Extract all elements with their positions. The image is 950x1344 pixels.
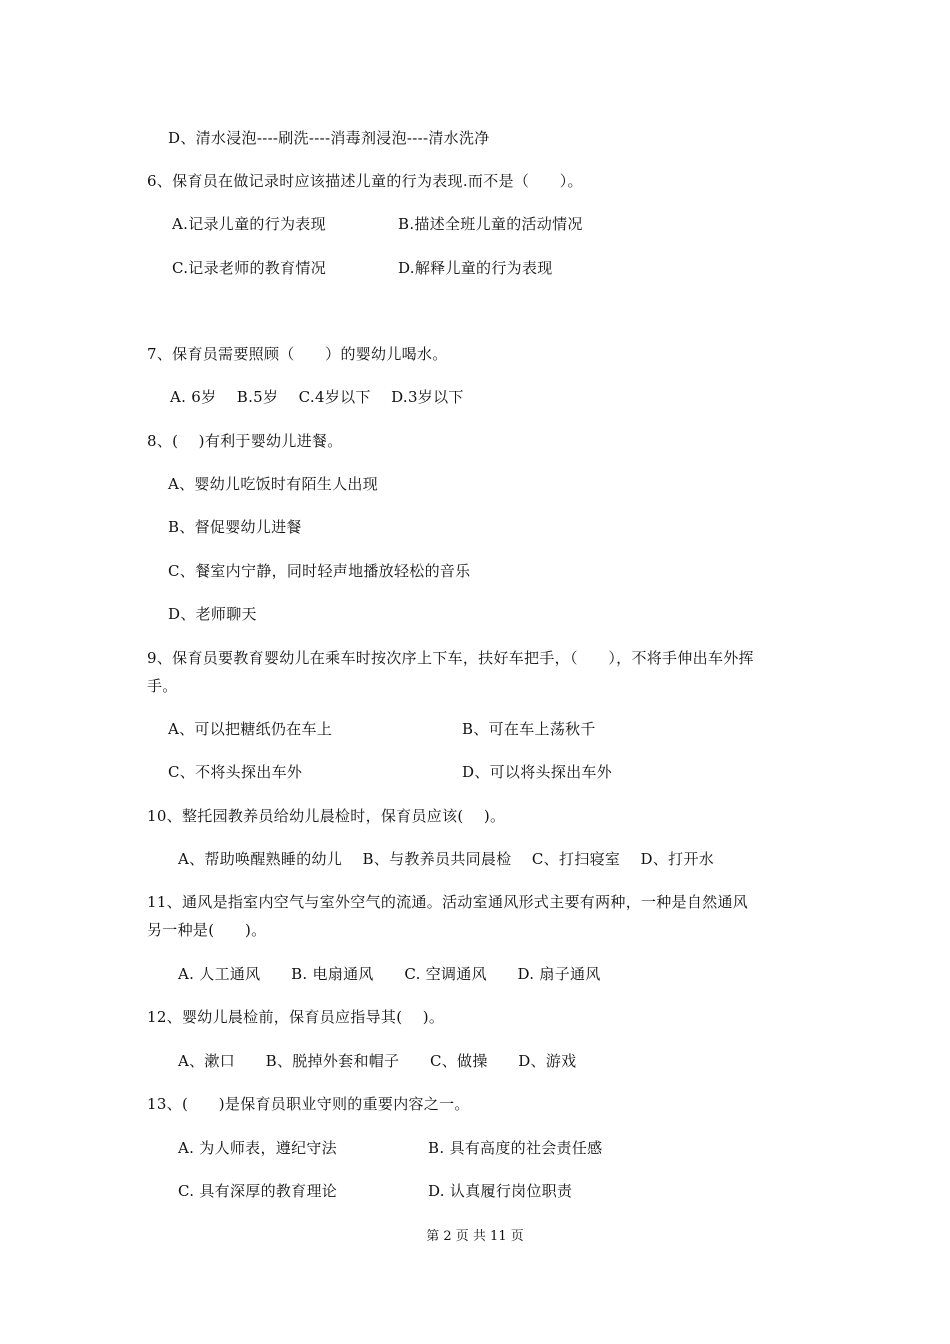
q9-option-a: A、可以把糖纸仍在车上 bbox=[168, 720, 333, 738]
q8-option-b: B、督促婴幼儿进餐 bbox=[168, 518, 302, 536]
q12-stem: 12、婴幼儿晨检前，保育员应指导其( )。 bbox=[147, 1008, 445, 1026]
q11-stem-line2: 另一种是( )。 bbox=[147, 921, 267, 939]
q9-option-c: C、不将头探出车外 bbox=[168, 763, 303, 781]
q13-option-d: D. 认真履行岗位职责 bbox=[428, 1182, 573, 1200]
q13-option-c: C. 具有深厚的教育理论 bbox=[178, 1182, 338, 1200]
q8-option-a: A、婴幼儿吃饭时有陌生人出现 bbox=[168, 475, 379, 493]
q11-stem-line1: 11、通风是指室内空气与室外空气的流通。活动室通风形式主要有两种，一种是自然通风 bbox=[147, 893, 749, 911]
q7-stem: 7、保育员需要照顾（ ）的婴幼儿喝水。 bbox=[147, 345, 448, 363]
q13-option-b: B. 具有高度的社会责任感 bbox=[428, 1139, 603, 1157]
q13-option-a: A. 为人师表，遵纪守法 bbox=[178, 1139, 337, 1157]
q8-stem: 8、( )有利于婴幼儿进餐。 bbox=[147, 432, 343, 450]
q6-option-b: B.描述全班儿童的活动情况 bbox=[398, 215, 583, 233]
q5-option-d: D、清水浸泡----刷洗----消毒剂浸泡----清水洗净 bbox=[168, 129, 490, 147]
q8-option-d: D、老师聊天 bbox=[168, 605, 257, 623]
q6-stem: 6、保育员在做记录时应该描述儿童的行为表现.而不是（ ）。 bbox=[147, 172, 583, 190]
q13-stem: 13、( )是保育员职业守则的重要内容之一。 bbox=[147, 1095, 470, 1113]
q11-options: A. 人工通风 B. 电扇通风 C. 空调通风 D. 扇子通风 bbox=[178, 965, 601, 983]
q7-options: A. 6岁 B.5岁 C.4岁以下 D.3岁以下 bbox=[170, 388, 464, 406]
q9-option-b: B、可在车上荡秋千 bbox=[462, 720, 596, 738]
q8-option-c: C、餐室内宁静，同时轻声地播放轻松的音乐 bbox=[168, 562, 471, 580]
q12-options: A、漱口 B、脱掉外套和帽子 C、做操 D、游戏 bbox=[178, 1052, 577, 1070]
q9-stem-line1: 9、保育员要教育婴幼儿在乘车时按次序上下车，扶好车把手，（ ），不将手伸出车外挥 bbox=[147, 649, 754, 667]
q10-stem: 10、整托园教养员给幼儿晨检时，保育员应该( )。 bbox=[147, 807, 506, 825]
q9-option-d: D、可以将头探出车外 bbox=[462, 763, 613, 781]
q9-stem-line2: 手。 bbox=[147, 677, 178, 695]
q6-option-c: C.记录老师的教育情况 bbox=[172, 259, 327, 277]
q6-option-d: D.解释儿童的行为表现 bbox=[398, 259, 553, 277]
page-number-footer: 第 2 页 共 11 页 bbox=[426, 1229, 524, 1244]
q6-option-a: A.记录儿童的行为表现 bbox=[172, 215, 326, 233]
q10-options: A、帮助唤醒熟睡的幼儿 B、与教养员共同晨检 C、打扫寝室 D、打开水 bbox=[178, 850, 715, 868]
